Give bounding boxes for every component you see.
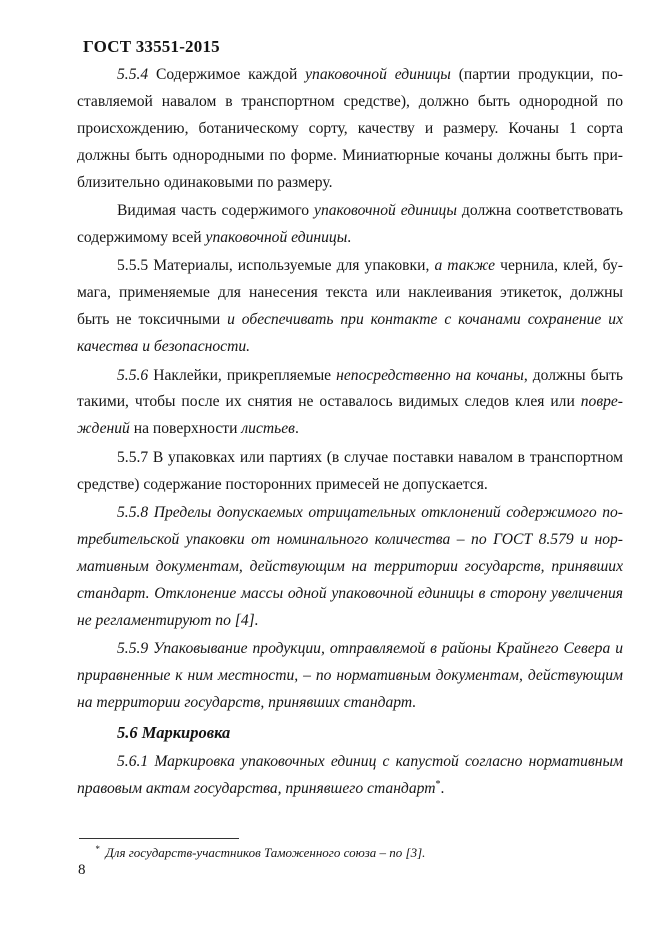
paragraph-5-5-5-line: быть не токсичными и обеспечивать при контакте с кочанами сохранение их: [77, 311, 623, 329]
paragraph-5-6-1-line: правовым актам государства, принявшего стандарт*.: [77, 778, 445, 797]
paragraph-5-5-9-line: 5.5.9 Упаковывание продукции, отправляемой в районы Крайнего Севера и: [117, 640, 623, 658]
paragraph-5-5-6-line: такими, чтобы после их снятия не оставалось видимых следов клея или повре-: [77, 393, 623, 411]
page-number: 8: [78, 862, 86, 878]
paragraph-5-5-6-line: ждений на поверхности листьев.: [77, 420, 299, 438]
paragraph-5-5-7-line: средстве) содержание посторонних примесей не допускается.: [77, 475, 488, 493]
paragraph-5-5-5-line: качества и безопасности.: [77, 338, 251, 356]
standard-header: ГОСТ 33551-2015: [83, 37, 220, 56]
paragraph-5-5-4-line: должны быть однородными по форме. Миниатюрные кочаны должны быть при-: [77, 146, 623, 164]
document-body: [77, 62, 623, 803]
paragraph-5-5-5-line: 5.5.5 Материалы, используемые для упаковки, а также чернила, клей, бу-: [117, 257, 623, 275]
paragraph-5-5-8-line: требительской упаковки от номинального количества – по ГОСТ 8.579 и нор-: [77, 531, 623, 549]
paragraph-5-5-4-line: 5.5.4 Содержимое каждой упаковочной единицы (партии продукции, по-: [117, 66, 623, 83]
paragraph-visible-part-line: Видимая часть содержимого упаковочной единицы должна соответствовать: [117, 202, 623, 220]
paragraph-5-6-1-line: 5.6.1 Маркировка упаковочных единиц с капустой согласно нормативным: [117, 752, 623, 770]
paragraph-5-5-7-line: 5.5.7 В упаковках или партиях (в случае поставки навалом в транспортном: [117, 448, 623, 466]
paragraph-5-5-8-line: не регламентируют по [4].: [77, 611, 259, 629]
paragraph-5-5-9-line: на территории государств, принявших стандарт.: [77, 694, 417, 712]
paragraph-5-5-8-line: стандарт. Отклонение массы одной упаковочной единицы в сторону увеличения: [77, 584, 623, 602]
paragraph-5-5-4-line: ставляемой навалом в транспортном средстве), должно быть однородной по: [77, 92, 623, 110]
footnote-text: Для государств-участников Таможенного союза – по [3].: [105, 845, 426, 860]
paragraph-5-5-9-line: приравненные к ним местности, – по нормативным документам, действующим: [77, 667, 623, 685]
section-heading-5-6: 5.6 Маркировка: [117, 722, 231, 742]
paragraph-5-5-4-line: близительно одинаковыми по размеру.: [77, 173, 333, 191]
footnote-divider: [79, 838, 239, 839]
footnote-reference: *: [435, 778, 441, 790]
paragraph-5-5-4-line: происхождению, ботаническому сорту, качеству и размеру. Кочаны 1 сорта: [77, 119, 623, 137]
paragraph-5-5-8-line: мативным документам, действующим на территории государств, принявших: [77, 558, 623, 575]
paragraph-5-5-6-line: 5.5.6 Наклейки, прикрепляемые непосредственно на кочаны, должны быть: [117, 366, 624, 384]
footnote-mark: *: [95, 843, 100, 854]
paragraph-5-5-8-line: 5.5.8 Пределы допускаемых отрицательных отклонений содержимого по-: [117, 504, 623, 522]
footnote: [95, 845, 425, 861]
paragraph-5-5-5-line: мага, применяемые для нанесения текста или наклеивания этикеток, должны: [77, 284, 623, 302]
paragraph-visible-part-line: содержимому всей упаковочной единицы.: [77, 228, 352, 246]
